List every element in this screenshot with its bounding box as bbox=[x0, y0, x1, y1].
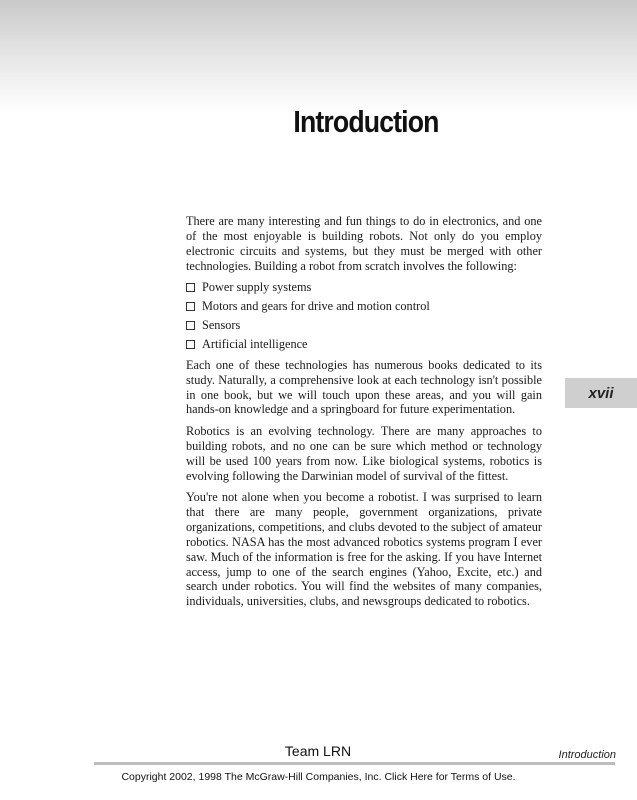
footer-divider bbox=[94, 762, 615, 765]
bullet-item bbox=[186, 318, 542, 333]
footer-team-label: Team LRN bbox=[284, 743, 352, 759]
bullet-item bbox=[186, 280, 542, 295]
bullet-item-label: Motors and gears for drive and motion control bbox=[202, 299, 430, 314]
bullet-item-label: Sensors bbox=[202, 317, 241, 332]
chapter-title: Introduction bbox=[293, 104, 439, 139]
paragraph-community: You're not alone when you become a robotist. I was surprised to learn that there are many people, government organizations, private organizations, competitions, and clubs devoted to the subject of amateur robotics. NASA has the most advanced robotics systems program I ever saw. Much of the information is free for the asking. If you have Internet access, jump to one of the search engines (Yahoo, Excite, etc.) and search under robotics. You will find the websites of many companies, individuals, universities, clubs, and newsgroups dedicated to robotics. bbox=[186, 490, 542, 609]
checkbox-bullet-icon bbox=[186, 340, 195, 349]
bullet-item-label: Artificial intelligence bbox=[202, 336, 308, 351]
body-text bbox=[186, 214, 542, 616]
checkbox-bullet-icon bbox=[186, 321, 195, 330]
bullet-item-label: Power supply systems bbox=[202, 280, 312, 295]
bullet-item bbox=[186, 299, 542, 314]
header-gradient-band bbox=[0, 0, 637, 112]
paragraph-intro: There are many interesting and fun things to do in electronics, and one of the most enjoyable is building robots. Not only do you employ electronic circuits and systems, but they must be merged with other technologies. Building a robot from scratch involves the following: bbox=[186, 214, 542, 273]
paragraph-technologies: Each one of these technologies has numerous books dedicated to its study. Naturally, a comprehensive look at each technology isn't possible in one book, but we will touch upon these areas, and you will gain hands-on knowledge and a springboard for future experimentation. bbox=[186, 357, 542, 417]
copyright-notice bbox=[0, 771, 637, 783]
paragraph-evolving: Robotics is an evolving technology. There are many approaches to building robots, and no one can be sure which method or technology will be used 100 years from now. Like biological systems, robotics is evolving following the Darwinian model of survival of the fittest. bbox=[186, 423, 542, 483]
checkbox-bullet-icon bbox=[186, 302, 195, 311]
page-number: xvii bbox=[588, 384, 614, 402]
copyright-text: Copyright 2002, 1998 The McGraw-Hill Companies, Inc. bbox=[121, 771, 385, 783]
bullet-list bbox=[186, 280, 542, 352]
checkbox-bullet-icon bbox=[186, 283, 195, 292]
page-number-tab bbox=[565, 378, 637, 408]
bullet-item bbox=[186, 337, 542, 352]
terms-of-use-link[interactable]: Click Here for Terms of Use. bbox=[384, 771, 516, 783]
footer-section-label: Introduction bbox=[558, 749, 616, 761]
